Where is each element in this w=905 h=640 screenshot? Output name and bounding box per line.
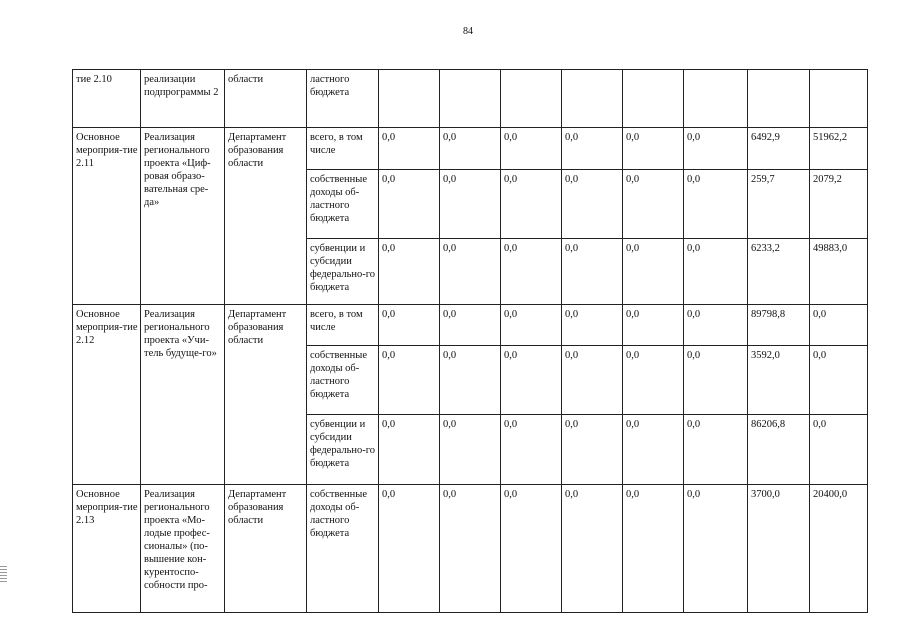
measure-cell: тие 2.10: [73, 70, 141, 128]
value-cell: 2079,2: [810, 170, 868, 239]
source-cell: всего, в том числе: [307, 128, 379, 170]
executor-cell: Департамент образования области: [225, 305, 307, 485]
value-cell: 0,0: [501, 415, 562, 485]
value-cell: [379, 70, 440, 128]
value-cell: 0,0: [501, 239, 562, 305]
value-cell: 0,0: [379, 415, 440, 485]
value-cell: [440, 70, 501, 128]
source-cell: субвенции и субсидии федерально-го бюджета: [307, 415, 379, 485]
executor-cell: Департамент образования области: [225, 485, 307, 613]
name-cell: Реализация регионального проекта «Учи-тель будуще-го»: [141, 305, 225, 485]
value-cell: [562, 70, 623, 128]
value-cell: [810, 70, 868, 128]
scan-edge-mark: [0, 566, 7, 582]
value-cell: 0,0: [562, 305, 623, 346]
source-cell: субвенции и субсидии федерально-го бюджета: [307, 239, 379, 305]
value-cell: 0,0: [562, 170, 623, 239]
value-cell: 0,0: [623, 415, 684, 485]
value-cell: [501, 70, 562, 128]
value-cell: 0,0: [379, 128, 440, 170]
value-cell: 51962,2: [810, 128, 868, 170]
value-cell: 0,0: [501, 346, 562, 415]
source-cell: собственные доходы об-ластного бюджета: [307, 346, 379, 415]
value-cell: 89798,8: [748, 305, 810, 346]
value-cell: 0,0: [684, 170, 748, 239]
source-cell: всего, в том числе: [307, 305, 379, 346]
value-cell: 0,0: [379, 485, 440, 613]
value-cell: 6492,9: [748, 128, 810, 170]
value-cell: 0,0: [379, 239, 440, 305]
value-cell: 0,0: [684, 128, 748, 170]
value-cell: 3592,0: [748, 346, 810, 415]
table-row-2-10: [73, 70, 868, 128]
source-cell: ластного бюджета: [307, 70, 379, 128]
value-cell: 0,0: [501, 128, 562, 170]
page-number: 84: [463, 26, 473, 37]
source-cell: собственные доходы об-ластного бюджета: [307, 485, 379, 613]
value-cell: 0,0: [684, 346, 748, 415]
value-cell: 0,0: [623, 128, 684, 170]
measure-cell: Основное мероприя-тие 2.12: [73, 305, 141, 485]
value-cell: 259,7: [748, 170, 810, 239]
value-cell: [623, 70, 684, 128]
value-cell: 20400,0: [810, 485, 868, 613]
table-row-2-11-total: [73, 128, 868, 170]
value-cell: 0,0: [440, 415, 501, 485]
value-cell: 0,0: [562, 415, 623, 485]
value-cell: 0,0: [501, 305, 562, 346]
value-cell: 0,0: [501, 170, 562, 239]
executor-cell: Департамент образования области: [225, 128, 307, 305]
measure-cell: Основное мероприя-тие 2.13: [73, 485, 141, 613]
value-cell: 0,0: [501, 485, 562, 613]
value-cell: [684, 70, 748, 128]
value-cell: 0,0: [562, 239, 623, 305]
source-cell: собственные доходы об-ластного бюджета: [307, 170, 379, 239]
name-cell: Реализация регионального проекта «Мо-лодые профес-сионалы» (по-вышение кон-курентоспо-собности про-: [141, 485, 225, 613]
value-cell: 0,0: [810, 415, 868, 485]
value-cell: 0,0: [562, 485, 623, 613]
value-cell: 0,0: [623, 485, 684, 613]
value-cell: 0,0: [562, 128, 623, 170]
name-cell: реализации подпрограммы 2: [141, 70, 225, 128]
value-cell: 0,0: [440, 346, 501, 415]
value-cell: 0,0: [623, 170, 684, 239]
value-cell: 0,0: [810, 305, 868, 346]
value-cell: 0,0: [684, 415, 748, 485]
value-cell: 0,0: [623, 239, 684, 305]
value-cell: 0,0: [379, 305, 440, 346]
table-row-2-12-total: [73, 305, 868, 346]
value-cell: [748, 70, 810, 128]
value-cell: 0,0: [684, 485, 748, 613]
name-cell: Реализация регионального проекта «Циф-ровая образо-вательная сре-да»: [141, 128, 225, 305]
value-cell: 86206,8: [748, 415, 810, 485]
value-cell: 0,0: [440, 239, 501, 305]
table-row-2-13-own: [73, 485, 868, 613]
budget-table: [72, 69, 868, 613]
value-cell: 0,0: [623, 346, 684, 415]
value-cell: 0,0: [379, 170, 440, 239]
executor-cell: области: [225, 70, 307, 128]
value-cell: 0,0: [562, 346, 623, 415]
value-cell: 0,0: [684, 239, 748, 305]
value-cell: 0,0: [440, 305, 501, 346]
value-cell: 0,0: [440, 170, 501, 239]
value-cell: 0,0: [379, 346, 440, 415]
value-cell: 0,0: [810, 346, 868, 415]
value-cell: 0,0: [440, 485, 501, 613]
value-cell: 0,0: [684, 305, 748, 346]
value-cell: 3700,0: [748, 485, 810, 613]
value-cell: 49883,0: [810, 239, 868, 305]
measure-cell: Основное мероприя-тие 2.11: [73, 128, 141, 305]
value-cell: 6233,2: [748, 239, 810, 305]
value-cell: 0,0: [623, 305, 684, 346]
value-cell: 0,0: [440, 128, 501, 170]
